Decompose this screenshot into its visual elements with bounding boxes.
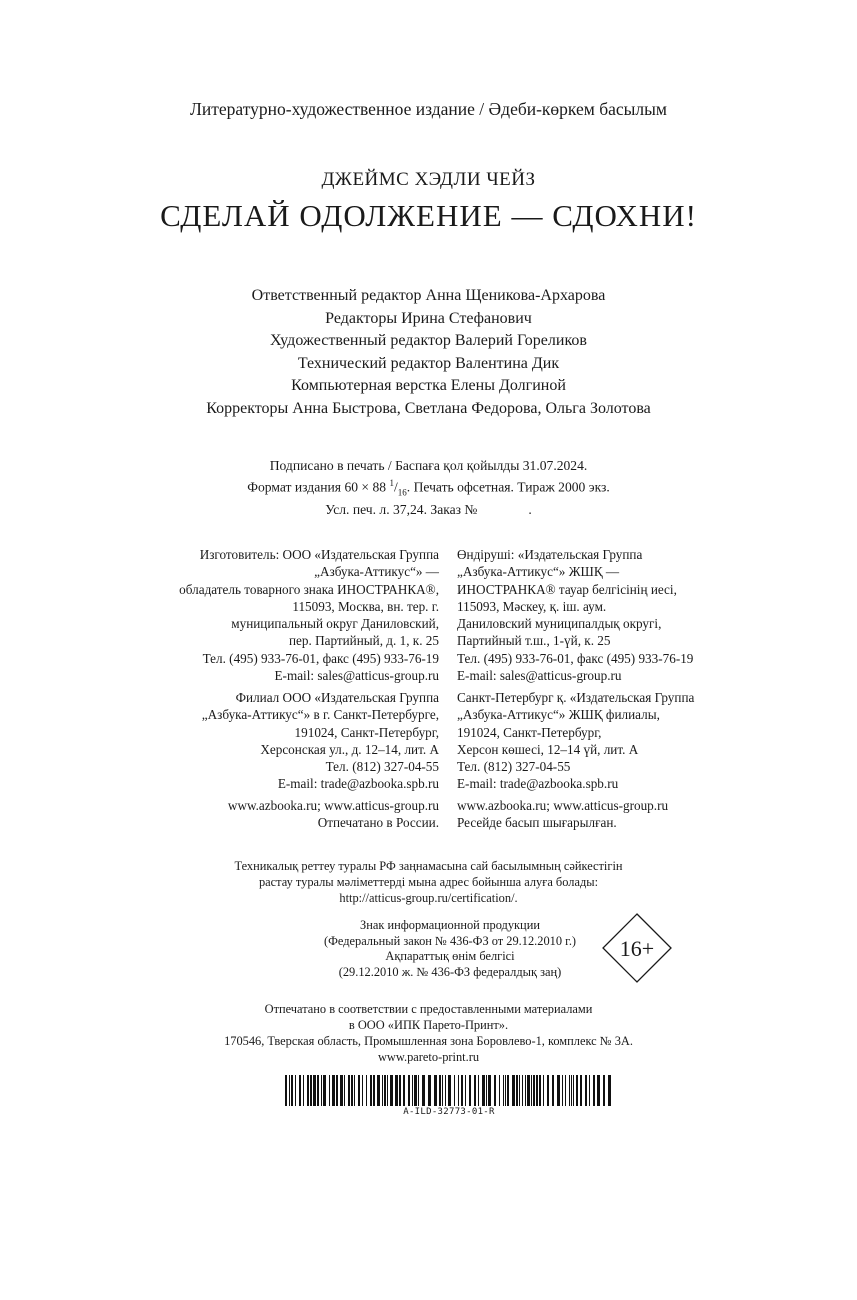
branch-ru-line: Тел. (812) 327-04-55 xyxy=(325,759,439,775)
manufacturer-ru-line: обладатель товарного знака ИНОСТРАНКА®, xyxy=(179,581,439,597)
manufacturer-kz-line: Өндіруші: «Издательская Группа xyxy=(457,547,643,562)
printer-info xyxy=(0,1001,857,1065)
print-order-line: Усл. печ. л. 37,24. Заказ № . xyxy=(325,502,532,518)
branch-ru-line: Херсонская ул., д. 12–14, лит. А xyxy=(260,741,439,757)
manufacturer-kz xyxy=(457,546,693,684)
manufacturer-kz-line: Даниловский муниципалдық округі, xyxy=(457,616,662,632)
info-sign-text xyxy=(290,918,610,980)
credit-line: Ответственный редактор Анна Щеникова-Архарова xyxy=(251,287,606,304)
manufacturer-ru-line: E-mail: sales@atticus-group.ru xyxy=(274,668,439,684)
branch-kz-line: „Азбука-Аттикус“» ЖШҚ филиалы, xyxy=(457,707,660,723)
branch-ru-line: E-mail: trade@azbooka.spb.ru xyxy=(277,776,439,792)
credit-line: Художественный редактор Валерий Гореликов xyxy=(270,332,587,350)
fraction-denominator: 16 xyxy=(397,486,407,497)
web-kz xyxy=(457,797,668,832)
certification-line: растау туралы мәліметтерді мына адрес бойынша алуға болады: xyxy=(258,875,599,889)
printer-line: 170546, Тверская область, Промышленная зона Боровлево-1, комплекс № 3А. xyxy=(224,1034,633,1048)
manufacturer-ru xyxy=(179,546,439,684)
age-rating-text: 16+ xyxy=(619,936,655,961)
branch-kz-line: Херсон көшесі, 12–14 үй, лит. А xyxy=(457,741,639,757)
printer-line: Отпечатано в соответствии с предоставленными материалами xyxy=(264,1002,593,1016)
web-ru xyxy=(228,797,439,832)
age-rating-badge xyxy=(601,912,673,984)
credit-line: Редакторы Ирина Стефанович xyxy=(325,309,532,327)
print-format-line xyxy=(0,475,857,502)
certification-note xyxy=(0,858,857,906)
format-prefix: Формат издания 60 × 88 xyxy=(247,479,390,495)
branch-ru-line: 191024, Санкт-Петербург, xyxy=(294,724,439,740)
credits-block xyxy=(0,285,857,421)
branch-ru xyxy=(202,689,439,793)
book-title: СДЕЛАЙ ОДОЛЖЕНИЕ — СДОХНИ! xyxy=(160,198,697,233)
branch-kz-line: E-mail: trade@azbooka.spb.ru xyxy=(457,776,619,792)
credit-line: Корректоры Анна Быстрова, Светлана Федорова, Ольга Золотова xyxy=(206,399,651,417)
manufacturer-kz-line: ИНОСТРАНКА® тауар белгісінің иесі, xyxy=(457,581,677,597)
info-sign-line: (29.12.2010 ж. № 436-ФЗ федералдық заң) xyxy=(338,964,562,979)
web-kz-line: Ресейде басып шығарылған. xyxy=(457,815,617,831)
branch-kz-line: 191024, Санкт-Петербург, xyxy=(457,724,602,740)
manufacturer-ru-line: пер. Партийный, д. 1, к. 25 xyxy=(288,633,439,649)
print-info xyxy=(0,457,857,519)
barcode-code: A-ILD-32773-01-R xyxy=(403,1107,495,1117)
web-ru-line: Отпечатано в России. xyxy=(317,815,439,831)
fraction-numerator: 1 xyxy=(389,477,394,488)
manufacturer-ru-line: 115093, Москва, вн. тер. г. xyxy=(292,598,439,614)
printer-line: в ООО «ИПК Парето-Принт». xyxy=(348,1018,509,1032)
branch-ru-line: „Азбука-Аттикус“» в г. Санкт-Петербурге, xyxy=(201,707,439,723)
branch-ru-line: Филиал ООО «Издательская Группа xyxy=(235,690,439,705)
barcode-icon xyxy=(285,1075,613,1106)
manufacturer-ru-line: „Азбука-Аттикус“» — xyxy=(314,564,439,580)
info-sign-line: Ақпараттық өнім белгісі xyxy=(385,949,515,963)
manufacturer-kz-line: Партийный т.ш., 1-үй, к. 25 xyxy=(457,633,611,649)
credit-line: Технический редактор Валентина Дик xyxy=(297,354,560,372)
manufacturer-ru-line: муниципальный округ Даниловский, xyxy=(231,616,439,632)
branch-kz-line: Санкт-Петербург қ. «Издательская Группа xyxy=(457,690,695,705)
print-signed-line: Подписано в печать / Баспаға қол қойылды 31.07.2024. xyxy=(269,458,588,473)
web-ru-line: www.azbooka.ru; www.atticus-group.ru xyxy=(227,798,439,813)
web-kz-line: www.azbooka.ru; www.atticus-group.ru xyxy=(457,798,669,813)
certification-url: http://atticus-group.ru/certification/. xyxy=(339,891,518,905)
branch-kz xyxy=(457,689,694,793)
manufacturer-kz-line: Тел. (495) 933-76-01, факс (495) 933-76-19 xyxy=(457,650,694,666)
info-sign-line: Знак информационной продукции xyxy=(360,918,540,932)
credit-line: Компьютерная верстка Елены Долгиной xyxy=(291,377,566,395)
author-name: ДЖЕЙМС ХЭДЛИ ЧЕЙЗ xyxy=(321,169,536,190)
manufacturer-kz-line: „Азбука-Аттикус“» ЖШҚ — xyxy=(457,564,620,580)
info-sign-line: (Федеральный закон № 436-ФЗ от 29.12.2010 г.) xyxy=(323,933,577,948)
format-suffix: . Печать офсетная. Тираж 2000 экз. xyxy=(406,479,610,495)
manufacturer-ru-line: Тел. (495) 933-76-01, факс (495) 933-76-19 xyxy=(202,650,439,666)
fraction-slash: / xyxy=(394,479,398,495)
certification-line: Техникалық реттеу туралы РФ заңнамасына сай басылымның сәйкестігін xyxy=(234,859,623,873)
branch-kz-line: Тел. (812) 327-04-55 xyxy=(457,759,571,775)
printer-url: www.pareto-print.ru xyxy=(377,1050,480,1064)
manufacturer-kz-line: E-mail: sales@atticus-group.ru xyxy=(457,668,622,684)
manufacturer-ru-line: Изготовитель: ООО «Издательская Группа xyxy=(199,547,439,562)
manufacturer-kz-line: 115093, Мәскеу, қ. іш. аум. xyxy=(457,598,607,614)
edition-type: Литературно-художественное издание / Әдеби-көркем басылым xyxy=(190,99,667,119)
